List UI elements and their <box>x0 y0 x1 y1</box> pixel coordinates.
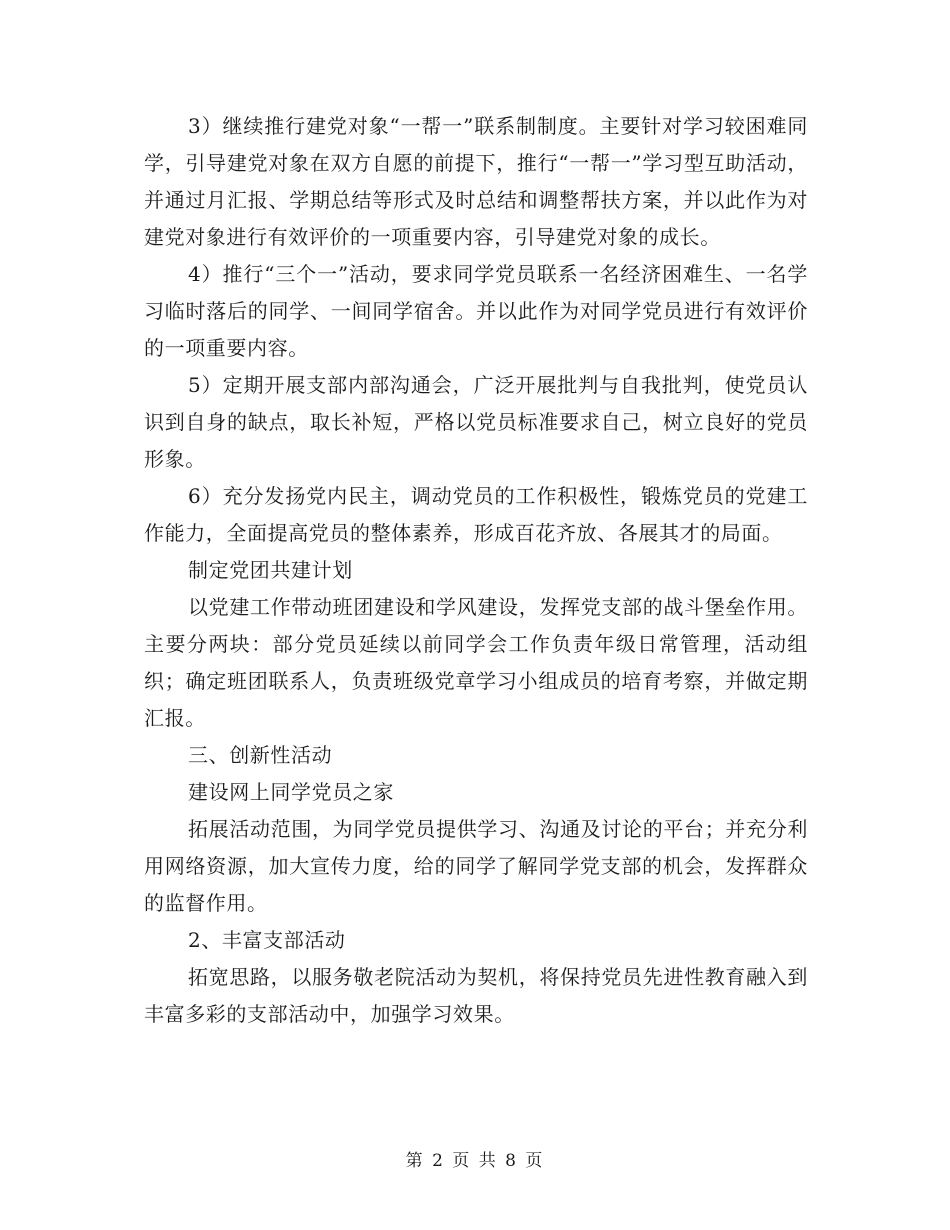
paragraph-item-5: 5）定期开展支部内部沟通会，广泛开展批判与自我批判，使党员认识到自身的缺点，取长补短，严格以党员标准要求自己，树立良好的党员形象。 <box>144 373 808 471</box>
paragraph-item-3: 3）继续推行建党对象“一帮一”联系制制度。主要针对学习较困难同学，引导建党对象在双方自愿的前提下，推行“一帮一”学习型互助活动，并通过月汇报、学期总结等形式及时总结和调整帮扶方案，并以此作为对建党对象进行有效评价的一项重要内容，引导建党对象的成长。 <box>144 114 808 249</box>
paragraph-online-home: 拓展活动范围，为同学党员提供学习、沟通及讨论的平台；并充分利用网络资源，加大宣传力度，给的同学了解同学党支部的机会，发挥群众的监督作用。 <box>144 817 808 915</box>
paragraph-party-league-plan: 以党建工作带动班团建设和学风建设，发挥党支部的战斗堡垒作用。主要分两块：部分党员延续以前同学会工作负责年级日常管理，活动组织；确定班团联系人，负责班级党章学习小组成员的培育考察，并做定期汇报。 <box>144 595 808 730</box>
subheading-branch-activities: 2、丰富支部活动 <box>188 928 346 952</box>
section-heading-party-league-plan: 制定党团共建计划 <box>188 558 353 582</box>
paragraph-branch-activities: 拓宽思路，以服务敬老院活动为契机，将保持党员先进性教育融入到丰富多彩的支部活动中，加强学习效果。 <box>144 965 808 1026</box>
section-heading-innovative-activities: 三、创新性活动 <box>188 743 333 767</box>
page-number-footer: 第 2 页 共 8 页 <box>405 1151 545 1171</box>
paragraph-item-6: 6）充分发扬党内民主，调动党员的工作积极性，锻炼党员的党建工作能力，全面提高党员的整体素养，形成百花齐放、各展其才的局面。 <box>144 484 808 545</box>
subheading-online-home: 建设网上同学党员之家 <box>188 780 394 804</box>
paragraph-item-4: 4）推行“三个一”活动，要求同学党员联系一名经济困难生、一名学习临时落后的同学、一间同学宿舍。并以此作为对同学党员进行有效评价的一项重要内容。 <box>144 262 808 360</box>
document-body <box>144 108 808 1033</box>
